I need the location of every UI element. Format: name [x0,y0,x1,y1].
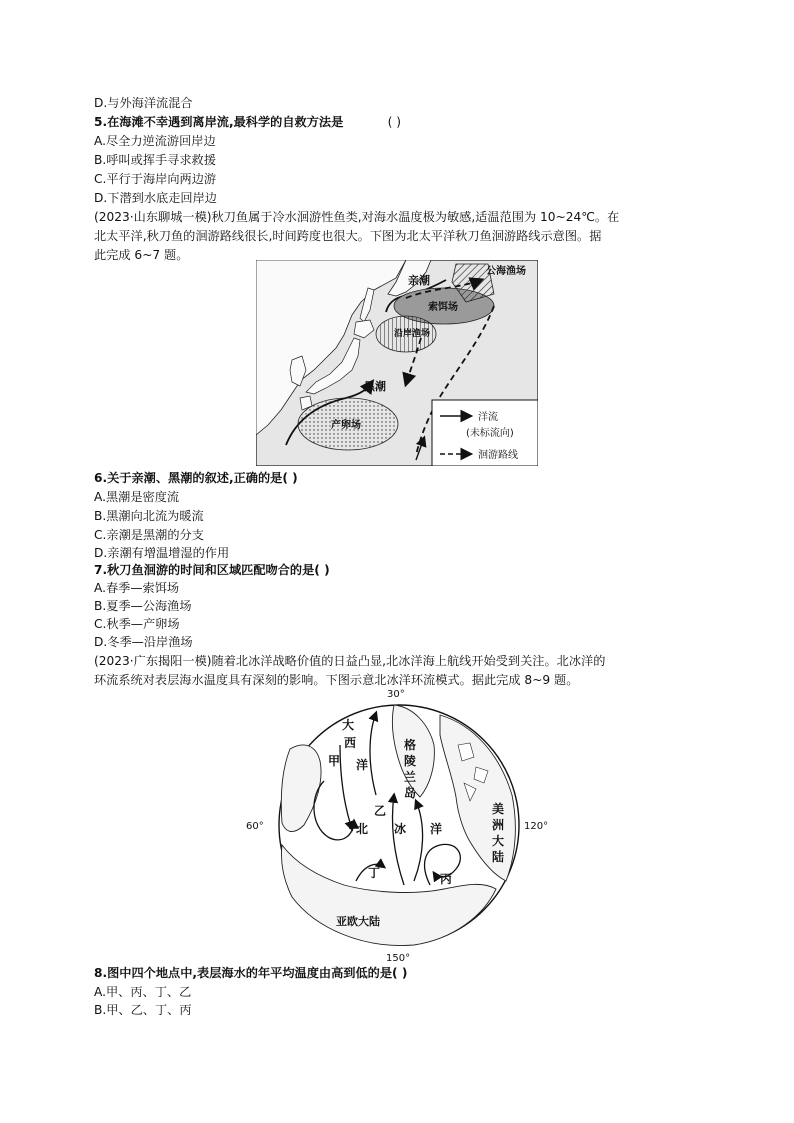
point-bing: 丙 [440,872,453,886]
label-greenland-4: 岛 [404,786,417,800]
question-6: 6.关于亲潮、黑潮的叙述,正确的是( ) [94,471,298,485]
legend-current-note: (未标流向) [466,428,514,439]
label-eurasia: 亚欧大陆 [336,915,380,928]
option-d: D.亲潮有增温增湿的作用 [94,546,230,560]
point-ding: 丁 [368,866,381,880]
option-d-q4: D.与外海洋流混合 [94,96,193,110]
label-americas-2: 洲 [492,818,505,832]
option-c: C.平行于海岸向两边游 [94,172,217,186]
option-b: B.甲、乙、丁、丙 [94,1003,192,1017]
option-c: C.亲潮是黑潮的分支 [94,528,204,542]
label-arctic-2: 冰 [394,822,407,836]
option-b: B.黑潮向北流为暖流 [94,509,204,523]
legend-route: 洄游路线 [478,450,518,461]
question-7: 7.秋刀鱼洄游的时间和区域匹配吻合的是( ) [94,563,330,577]
label-americas-1: 美 [492,802,505,816]
option-a: A.春季—索饵场 [94,581,180,595]
label-arctic-1: 北 [356,822,369,836]
label-atlantic-3: 洋 [356,758,369,772]
label-30deg: 30° [387,689,405,700]
label-americas-3: 大 [492,834,505,848]
question-5 [94,114,401,131]
label-60deg: 60° [246,821,264,832]
label-arctic-3: 洋 [430,822,443,836]
label-coastal: 沿岸渔场 [394,329,431,339]
passage-line: (2023·广东揭阳一模)随着北冰洋战略价值的日益凸显,北冰洋海上航线开始受到关注。北冰洋的 [94,654,606,668]
label-spawning: 产卵场 [331,420,361,431]
label-oyashio: 亲潮 [408,274,430,287]
option-a: A.黑潮是密度流 [94,490,180,504]
option-a: A.尽全力逆流游回岸边 [94,134,216,148]
label-greenland-3: 兰 [404,770,417,784]
option-d: D.下潜到水底走回岸边 [94,191,217,205]
label-americas-4: 陆 [492,850,505,864]
passage-line: 北太平洋,秋刀鱼的洄游路线很长,时间跨度也很大。下图为北太平洋秋刀鱼洄游路线示意图。据 [94,229,602,243]
label-greenland-2: 陵 [404,754,417,768]
label-atlantic-2: 西 [344,736,357,750]
passage-line: 环流系统对表层海水温度具有深刻的影响。下图示意北冰洋环流模式。据此完成 8~9 题。 [94,673,579,687]
legend-current: 洋流 [478,412,498,423]
answer-bracket: ( ) [387,115,401,129]
arctic-circulation-map [244,685,554,965]
option-c: C.秋季—产卵场 [94,617,180,631]
label-150deg: 150° [386,953,411,964]
label-kuroshio: 黑潮 [364,380,386,393]
label-greenland-1: 格 [404,738,417,752]
label-atlantic-1: 大 [342,718,355,732]
option-d: D.冬季—沿岸渔场 [94,635,193,649]
question-5-text: 5.在海滩不幸遇到离岸流,最科学的自救方法是 [94,115,344,129]
point-jia: 甲 [328,754,341,768]
option-a: A.甲、丙、丁、乙 [94,985,192,999]
label-120deg: 120° [524,821,549,832]
passage-line: 此完成 6~7 题。 [94,248,189,262]
point-yi: 乙 [374,804,387,818]
option-b: B.夏季—公海渔场 [94,599,192,613]
passage-line: (2023·山东聊城一模)秋刀鱼属于冷水洄游性鱼类,对海水温度极为敏感,适温范围为 10~24℃。在 [94,210,620,224]
option-b: B.呼叫或挥手寻求救援 [94,153,216,167]
saury-migration-map [256,260,538,466]
label-high-seas: 公海渔场 [486,266,526,277]
label-feeding: 索饵场 [428,302,458,313]
question-8: 8.图中四个地点中,表层海水的年平均温度由高到低的是( ) [94,966,408,980]
